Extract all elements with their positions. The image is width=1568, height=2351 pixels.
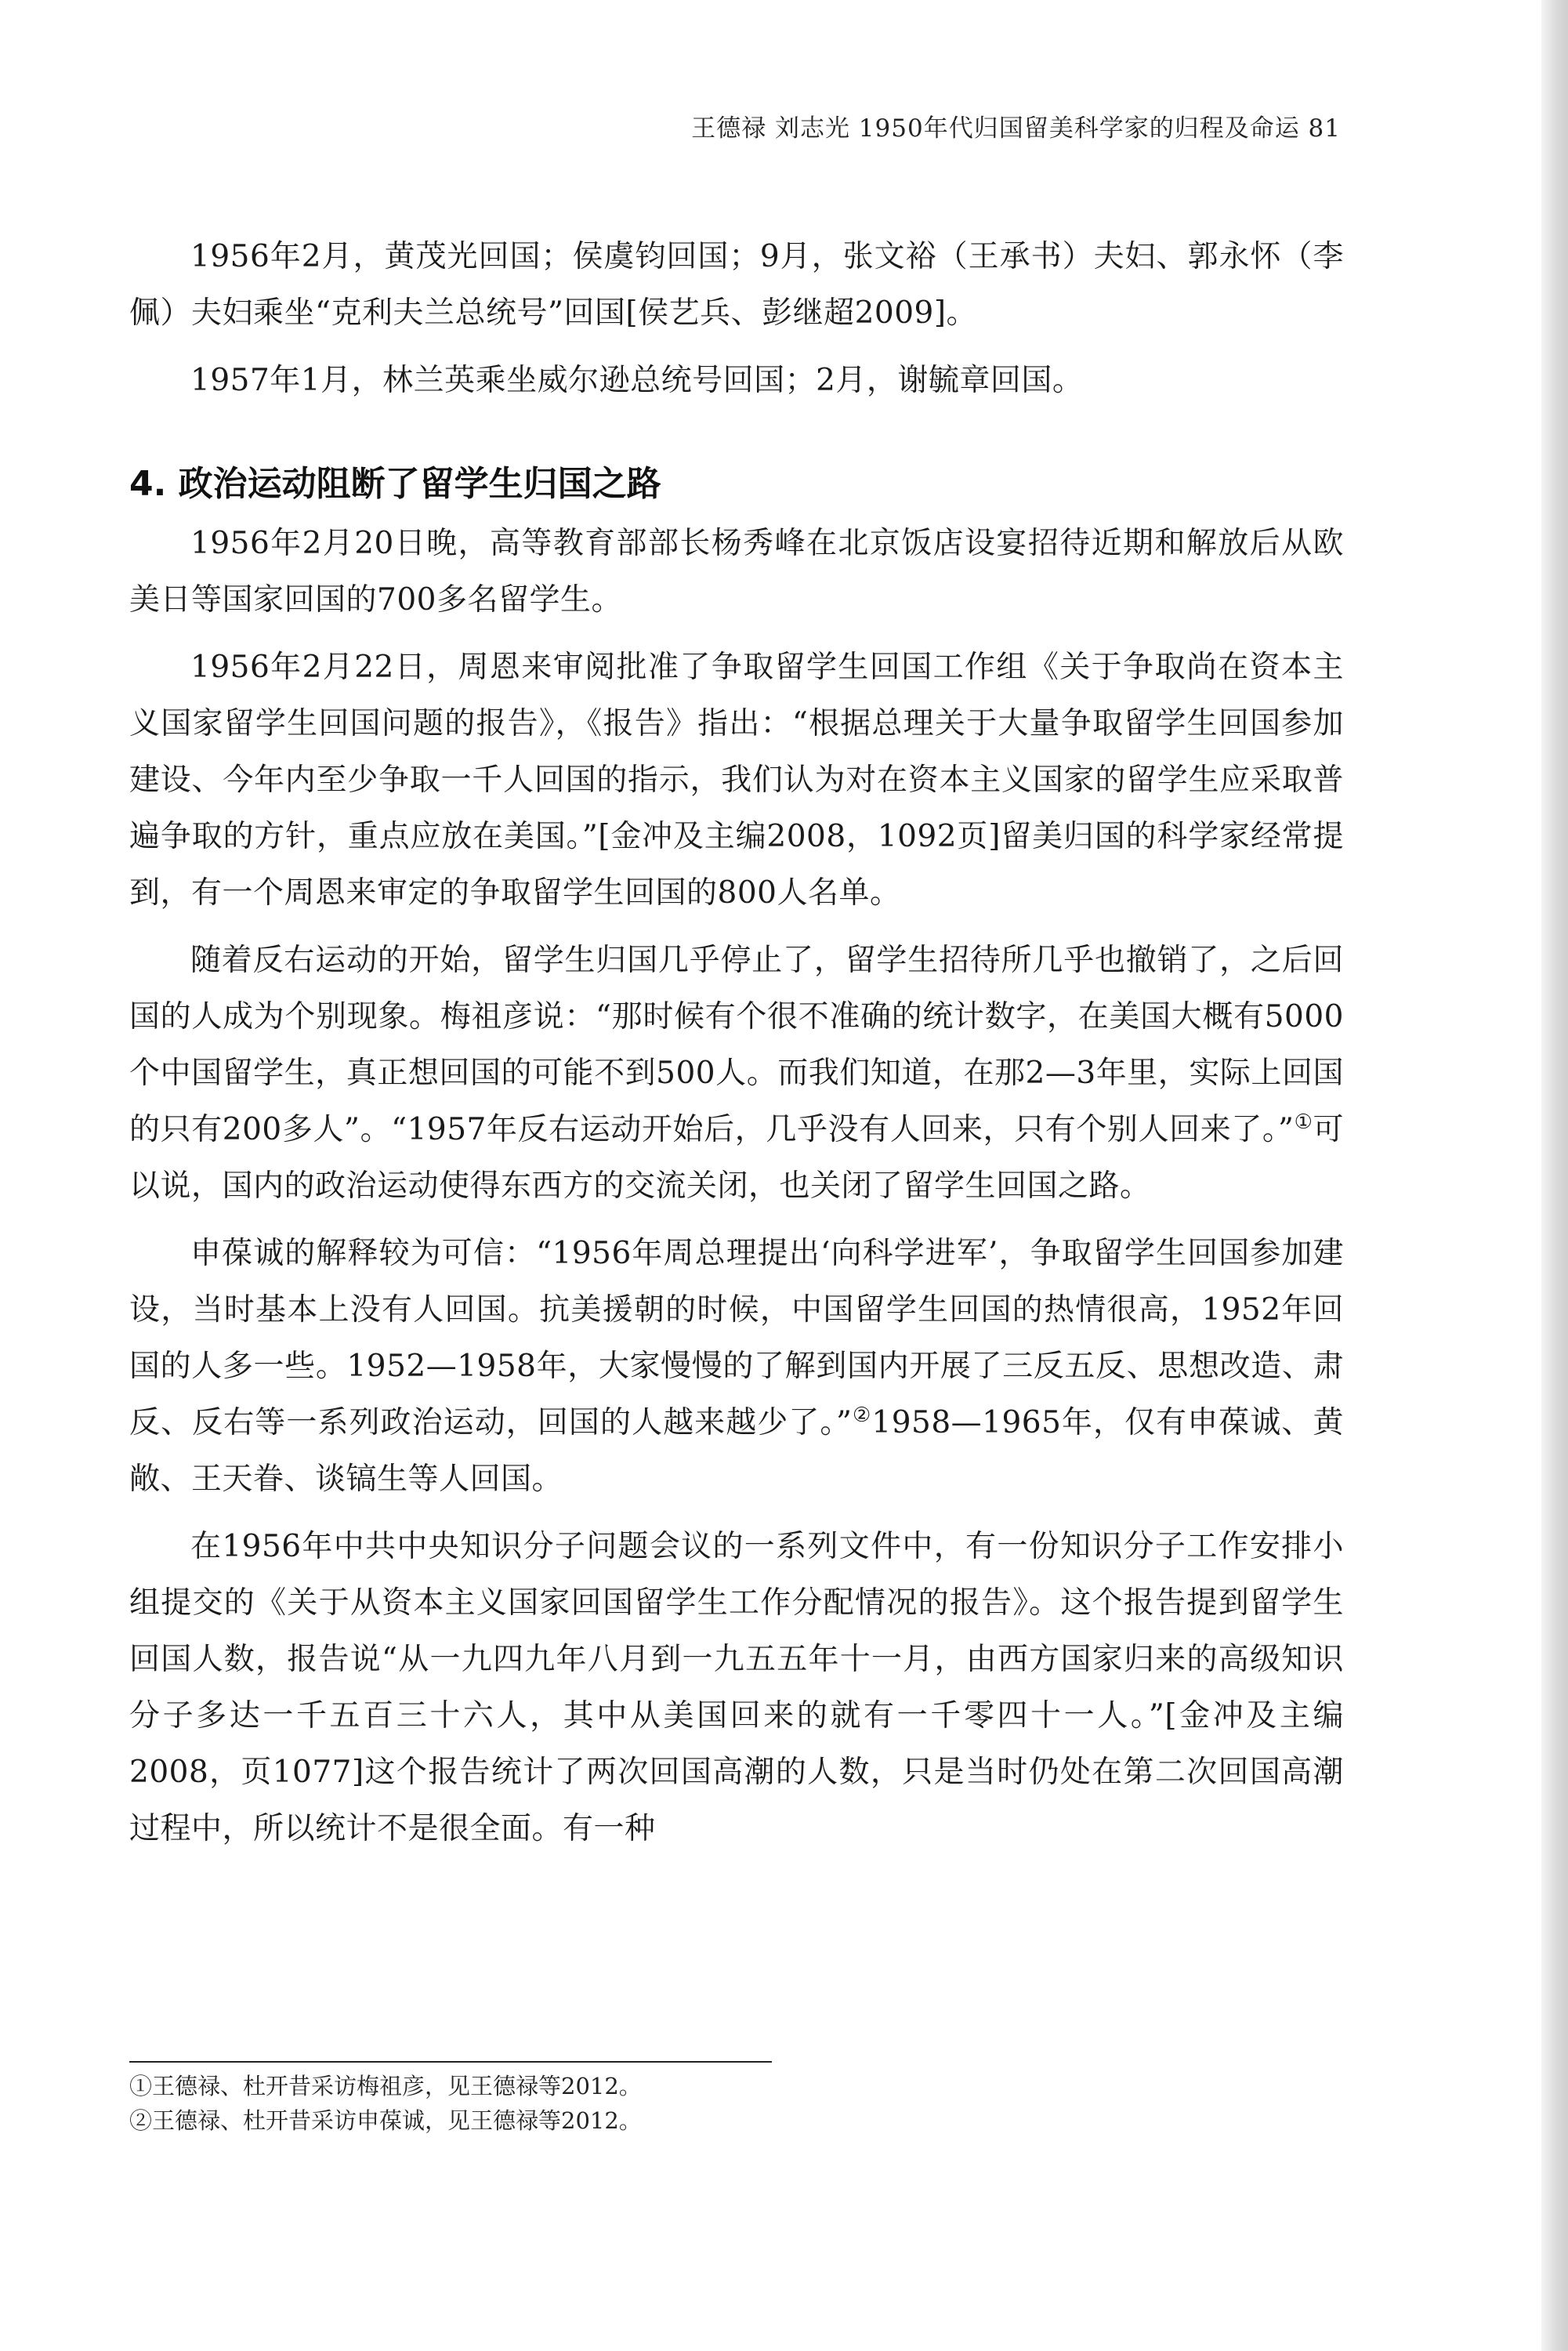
paragraph-7: 在1956年中共中央知识分子问题会议的一系列文件中，有一份知识分子工作安排小组提交的《关于从资本主义国家回国留学生工作分配情况的报告》。这个报告提到留学生回国人数，报告说“从一九四九年八月到一九五五年十一月，由西方国家归来的高级知识分子多达一千五百三十六人，其中从美国回来的就有一千零四十一人。”[金冲及主编2008，页1077]这个报告统计了两次回国高潮的人数，只是当时仍处在第二次回国高潮过程中，所以统计不是很全面。有一种 bbox=[129, 1529, 1344, 1846]
running-header: 王德禄 刘志光 1950年代归国留美科学家的归程及命运 81 bbox=[691, 114, 1341, 143]
paragraph-4: 1956年2月22日，周恩来审阅批准了争取留学生回国工作组《关于争取尚在资本主义国家留学生回国问题的报告》，《报告》指出：“根据总理关于大量争取留学生回国参加建设、今年内至少争取一千人回国的指示，我们认为对在资本主义国家的留学生应采取普遍争取的方针，重点应放在美国。”[金冲及主编2008，1092页]留美归国的科学家经常提到，有一个周恩来审定的争取留学生回国的800人名单。 bbox=[129, 650, 1344, 911]
footnote-ref-1[interactable]: ① bbox=[1294, 1110, 1313, 1134]
article-body bbox=[129, 229, 1344, 1868]
paragraph-6-text-b: 1958—1965年，仅有申葆诚、黄敞、王天眷、谈镐生等人回国。 bbox=[129, 1405, 1344, 1497]
paragraph-5-text-b: 可以说，国内的政治运动使得东西方的交流关闭，也关闭了留学生回国之路。 bbox=[129, 1112, 1344, 1204]
footnote-2: ②王德禄、杜开昔采访申葆诚，见王德禄等2012。 bbox=[129, 2107, 642, 2134]
section-title: 4. 政治运动阻断了留学生归国之路 bbox=[129, 464, 661, 504]
paragraph-6-text-a: 申葆诚的解释较为可信：“1956年周总理提出‘向科学进军’，争取留学生回国参加建设，当时基本上没有人回国。抗美援朝的时候，中国留学生回国的热情很高，1952年回国的人多一些。1952—1958年，大家慢慢的了解到国内开展了三反五反、思想改造、肃反、反右等一系列政治运动，回国的人越来越少了。” bbox=[129, 1236, 1344, 1440]
footnote-1: ①王德禄、杜开昔采访梅祖彦，见王德禄等2012。 bbox=[129, 2073, 642, 2099]
footnote-ref-2[interactable]: ② bbox=[852, 1404, 872, 1427]
footnote-divider bbox=[129, 2061, 772, 2063]
footnotes bbox=[129, 2069, 1344, 2138]
paragraph-1: 1956年2月，黄茂光回国；侯虞钧回国；9月，张文裕（王承书）夫妇、郭永怀（李佩）夫妇乘坐“克利夫兰总统号”回国[侯艺兵、彭继超2009]。 bbox=[129, 239, 1344, 331]
paragraph-6 bbox=[129, 1226, 1344, 1508]
paragraph-5-text-a: 随着反右运动的开始，留学生归国几乎停止了，留学生招待所几乎也撤销了，之后回国的人成为个别现象。梅祖彦说：“那时候有个很不准确的统计数字，在美国大概有5000个中国留学生，真正想回国的可能不到500人。而我们知道，在那2—3年里，实际上回国的只有200多人”。“1957年反右运动开始后，几乎没有人回来，只有个别人回来了。” bbox=[129, 943, 1344, 1147]
paragraph-5 bbox=[129, 933, 1344, 1215]
paragraph-3: 1956年2月20日晚，高等教育部部长杨秀峰在北京饭店设宴招待近期和解放后从欧美日等国家回国的700多名留学生。 bbox=[129, 526, 1344, 618]
paragraph-2: 1957年1月，林兰英乘坐威尔逊总统号回国；2月，谢毓章回国。 bbox=[190, 363, 1084, 398]
page-edge-shadow bbox=[1541, 0, 1568, 2351]
